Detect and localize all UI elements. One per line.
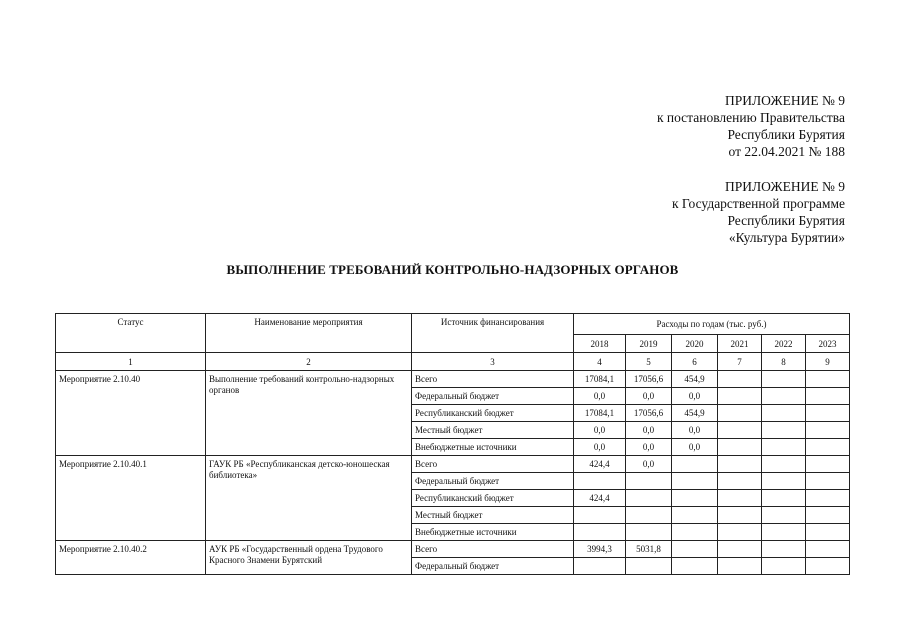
expense-value-cell <box>672 558 718 575</box>
expense-value-cell: 0,0 <box>672 422 718 439</box>
expense-value-cell <box>718 507 762 524</box>
expense-value-cell <box>806 439 850 456</box>
header-line: от 22.04.2021 № 188 <box>728 144 845 159</box>
activity-name-cell: Выполнение требований контрольно-надзорных органов <box>206 371 412 456</box>
expense-value-cell: 0,0 <box>626 439 672 456</box>
expense-value-cell: 0,0 <box>672 439 718 456</box>
document-title: ВЫПОЛНЕНИЕ ТРЕБОВАНИЙ КОНТРОЛЬНО-НАДЗОРНЫХ ОРГАНОВ <box>226 262 679 277</box>
expense-value-cell <box>762 456 806 473</box>
activity-status-cell: Мероприятие 2.10.40 <box>56 371 206 456</box>
column-number: 4 <box>574 353 626 371</box>
expense-value-cell <box>762 490 806 507</box>
expense-value-cell <box>806 541 850 558</box>
funding-source-cell: Всего <box>412 456 574 473</box>
funding-source-cell: Местный бюджет <box>412 422 574 439</box>
expense-value-cell <box>626 558 672 575</box>
expense-value-cell: 454,9 <box>672 405 718 422</box>
funding-source-cell: Федеральный бюджет <box>412 473 574 490</box>
expense-value-cell <box>718 388 762 405</box>
expense-value-cell <box>672 456 718 473</box>
expense-value-cell <box>718 439 762 456</box>
funding-source-cell: Местный бюджет <box>412 507 574 524</box>
funding-source-cell: Всего <box>412 371 574 388</box>
expense-value-cell <box>762 541 806 558</box>
expense-value-cell: 17056,6 <box>626 405 672 422</box>
activity-status-cell: Мероприятие 2.10.40.1 <box>56 456 206 541</box>
header-line: Республики Бурятия <box>727 127 845 142</box>
header-year: 2020 <box>672 335 718 353</box>
expense-value-cell <box>806 507 850 524</box>
expense-value-cell <box>672 473 718 490</box>
table-row <box>56 371 850 388</box>
expense-value-cell <box>806 405 850 422</box>
expense-value-cell <box>762 388 806 405</box>
funding-source-cell: Республиканский бюджет <box>412 490 574 507</box>
expense-value-cell <box>718 456 762 473</box>
header-name: Наименование мероприятия <box>206 314 412 353</box>
expense-value-cell <box>626 507 672 524</box>
column-number: 7 <box>718 353 762 371</box>
header-year: 2019 <box>626 335 672 353</box>
expense-value-cell: 0,0 <box>626 388 672 405</box>
expense-value-cell <box>574 558 626 575</box>
expense-value-cell: 17084,1 <box>574 405 626 422</box>
expense-value-cell <box>574 507 626 524</box>
activity-name-cell: АУК РБ «Государственный ордена Трудового Красного Знамени Бурятский <box>206 541 412 575</box>
funding-source-cell: Федеральный бюджет <box>412 388 574 405</box>
expense-value-cell: 0,0 <box>626 456 672 473</box>
expense-value-cell <box>626 524 672 541</box>
expense-value-cell <box>762 473 806 490</box>
expense-value-cell <box>806 490 850 507</box>
expense-value-cell <box>762 524 806 541</box>
expense-value-cell: 454,9 <box>672 371 718 388</box>
header-line: к постановлению Правительства <box>656 110 845 125</box>
header-line: Республики Бурятия <box>727 213 845 228</box>
table-row <box>56 541 850 558</box>
expense-value-cell: 424,4 <box>574 490 626 507</box>
expense-value-cell <box>718 371 762 388</box>
funding-source-cell: Внебюджетные источники <box>412 439 574 456</box>
header-line: к Государственной программе <box>671 196 845 211</box>
expense-value-cell <box>806 558 850 575</box>
expense-value-cell <box>718 524 762 541</box>
expense-value-cell <box>806 371 850 388</box>
expense-value-cell <box>806 388 850 405</box>
expense-value-cell <box>718 405 762 422</box>
expense-value-cell: 17084,1 <box>574 371 626 388</box>
expense-value-cell <box>762 439 806 456</box>
expense-value-cell: 0,0 <box>574 422 626 439</box>
column-number: 8 <box>762 353 806 371</box>
header-year: 2022 <box>762 335 806 353</box>
header-year: 2021 <box>718 335 762 353</box>
expense-value-cell <box>762 405 806 422</box>
funding-source-cell: Всего <box>412 541 574 558</box>
expense-value-cell <box>626 473 672 490</box>
expense-value-cell: 17056,6 <box>626 371 672 388</box>
column-number: 6 <box>672 353 718 371</box>
appendix-header-decree <box>657 92 845 160</box>
header-line: «Культура Бурятии» <box>728 230 845 245</box>
header-line: ПРИЛОЖЕНИЕ № 9 <box>724 179 845 194</box>
expense-value-cell <box>672 524 718 541</box>
expense-value-cell <box>806 524 850 541</box>
expense-value-cell: 3994,3 <box>574 541 626 558</box>
header-year: 2023 <box>806 335 850 353</box>
header-source: Источник финансирования <box>412 314 574 353</box>
expense-value-cell <box>718 558 762 575</box>
activity-status-cell: Мероприятие 2.10.40.2 <box>56 541 206 575</box>
column-number: 9 <box>806 353 850 371</box>
expense-value-cell <box>672 507 718 524</box>
funding-source-cell: Республиканский бюджет <box>412 405 574 422</box>
column-number: 3 <box>412 353 574 371</box>
header-year: 2018 <box>574 335 626 353</box>
header-line: ПРИЛОЖЕНИЕ № 9 <box>724 93 845 108</box>
expense-value-cell <box>718 541 762 558</box>
funding-source-cell: Федеральный бюджет <box>412 558 574 575</box>
header-status: Статус <box>56 314 206 353</box>
expense-value-cell: 5031,8 <box>626 541 672 558</box>
expense-value-cell <box>574 524 626 541</box>
column-number: 2 <box>206 353 412 371</box>
expense-value-cell <box>806 422 850 439</box>
expenses-table <box>55 313 850 575</box>
expense-value-cell: 424,4 <box>574 456 626 473</box>
expense-value-cell: 0,0 <box>574 388 626 405</box>
expense-value-cell <box>806 473 850 490</box>
expense-value-cell: 0,0 <box>574 439 626 456</box>
expense-value-cell <box>806 456 850 473</box>
expense-value-cell <box>718 473 762 490</box>
activity-name-cell: ГАУК РБ «Республиканская детско-юношеская библиотека» <box>206 456 412 541</box>
expense-value-cell <box>762 422 806 439</box>
column-number: 1 <box>56 353 206 371</box>
expense-value-cell <box>626 490 672 507</box>
expense-value-cell <box>762 371 806 388</box>
appendix-header-program <box>672 178 845 246</box>
expense-value-cell <box>672 541 718 558</box>
expense-value-cell <box>718 422 762 439</box>
funding-source-cell: Внебюджетные источники <box>412 524 574 541</box>
expense-value-cell <box>672 490 718 507</box>
expense-value-cell: 0,0 <box>672 388 718 405</box>
expense-value-cell: 0,0 <box>626 422 672 439</box>
expense-value-cell <box>574 473 626 490</box>
expense-value-cell <box>718 490 762 507</box>
expense-value-cell <box>762 558 806 575</box>
header-expenses: Расходы по годам (тыс. руб.) <box>574 314 850 335</box>
table-row <box>56 456 850 473</box>
expense-value-cell <box>762 507 806 524</box>
column-number: 5 <box>626 353 672 371</box>
